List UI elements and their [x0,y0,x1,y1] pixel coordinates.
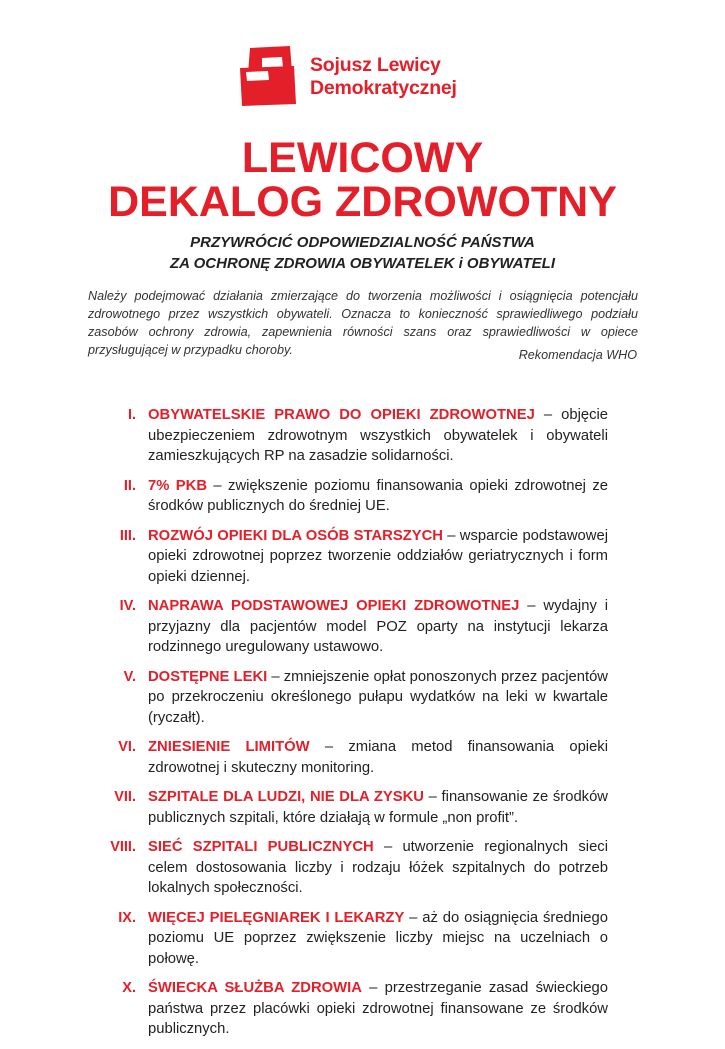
document-title [0,136,725,224]
list-item [88,526,608,588]
list-item [88,476,608,517]
item-number: IV. [119,598,136,614]
list-item [88,978,608,1040]
list-item [88,787,608,828]
list-item [88,405,608,467]
quote-source: Rekomendacja WHO [518,348,637,362]
party-name-line-1: Sojusz Lewicy [310,54,441,76]
decalogue-list [88,405,608,1049]
party-name [310,54,457,100]
item-heading: OBYWATELSKIE PRAWO DO OPIEKI ZDROWOTNEJ [148,407,535,423]
document-subtitle [0,232,725,274]
item-text [148,667,608,729]
item-heading: DOSTĘPNE LEKI [148,668,268,685]
list-item [88,737,608,778]
title-line-1: LEWICOWY [241,134,484,182]
item-description: – utworzenie regionalnych sieci celem dostosowania liczby i rodzaju łóżek szpitalnych do potrzeb lokalnych społeczności. [148,839,608,896]
item-description: – zwiększenie poziomu finansowania opieki zdrowotnej ze środków publicznych do średniej UE. [148,477,608,514]
item-text [148,787,608,828]
item-text [148,526,608,588]
item-text [148,737,608,778]
subtitle-line-2: ZA OCHRONĘ ZDROWIA OBYWATELEK i OBYWATELI [170,255,555,272]
item-description: – finansowanie ze środków publicznych szpitali, które działają w formule „non profit”. [148,789,608,826]
item-text [148,837,608,899]
item-text [148,978,608,1040]
item-number: VIII. [110,839,136,855]
sld-emblem-icon [238,44,304,110]
list-item [88,667,608,729]
item-number: I. [127,407,136,423]
party-name-line-2: Demokratycznej [310,77,457,99]
item-description: – zmniejszenie opłat ponoszonych przez pacjentów po przekroczeniu określonego pułapu wydatków na leki w kwartale (ryczałt). [148,668,608,726]
item-description: – aż do osiągnięcia średniego poziomu UE poprzez zwiększenie liczby miejsc na uczelniach o połowę. [148,909,608,967]
item-number: II. [123,477,136,494]
item-description: – zmiana metod finansowania opieki zdrowotnej i skuteczny monitoring. [148,739,608,776]
item-heading: ZNIESIENIE LIMITÓW [148,739,310,755]
item-heading: ŚWIECKA SŁUŻBA ZDROWIA [148,980,362,996]
item-number: IX. [118,909,136,926]
item-text [148,596,608,658]
item-heading: ROZWÓJ OPIEKI DLA OSÓB STARSZYCH [148,527,443,544]
item-description: – objęcie ubezpieczeniem zdrowotnym wszystkich obywatelek i obywateli zamieszkujących RP na zasadzie solidarności. [148,407,609,464]
party-logo [238,44,498,110]
item-description: – przestrzeganie zasad świeckiego państwa przez placówki opieki zdrowotnej finansowane ze środków publicznych. [148,980,609,1037]
item-heading: NAPRAWA PODSTAWOWEJ OPIEKI ZDROWOTNEJ [148,598,520,614]
list-item [88,908,608,970]
title-line-2: DEKALOG ZDROWOTNY [108,178,617,226]
item-heading: WIĘCEJ PIELĘGNIAREK I LEKARZY [148,909,405,926]
item-heading: 7% PKB [148,477,208,494]
subtitle-line-1: PRZYWRÓCIĆ ODPOWIEDZIALNOŚĆ PAŃSTWA [190,234,535,251]
item-number: V. [123,668,136,685]
list-item [88,596,608,658]
item-number: VII. [114,789,136,805]
item-heading: SZPITALE DLA LUDZI, NIE DLA ZYSKU [148,789,424,805]
item-text [148,476,608,517]
item-number: III. [119,527,136,544]
item-number: VI. [118,739,136,755]
item-text [148,908,608,970]
who-quote: Należy podejmować działania zmierzające do tworzenia możliwości i osiągnięcia potencjału zdrowotnego przez wszystkich obywateli. Oznacza to konieczność sprawiedliwego podziału zasobów ochrony zdrowia, zapewnienia równości szans oraz sprawiedliwości w opiece przysługującej w przypadku choroby. [88,289,638,357]
item-heading: SIEĆ SZPITALI PUBLICZNYCH [148,839,374,855]
item-text [148,405,608,467]
item-description: – wsparcie podstawowej opieki zdrowotnej poprzez tworzenie oddziałów geriatrycznych i form opieki dziennej. [148,527,608,585]
list-item [88,837,608,899]
item-description: – wydajny i przyjazny dla pacjentów model POZ oparty na instytucji lekarza rodzinnego uregulowany ustawowo. [148,598,609,655]
item-number: X. [122,980,136,996]
